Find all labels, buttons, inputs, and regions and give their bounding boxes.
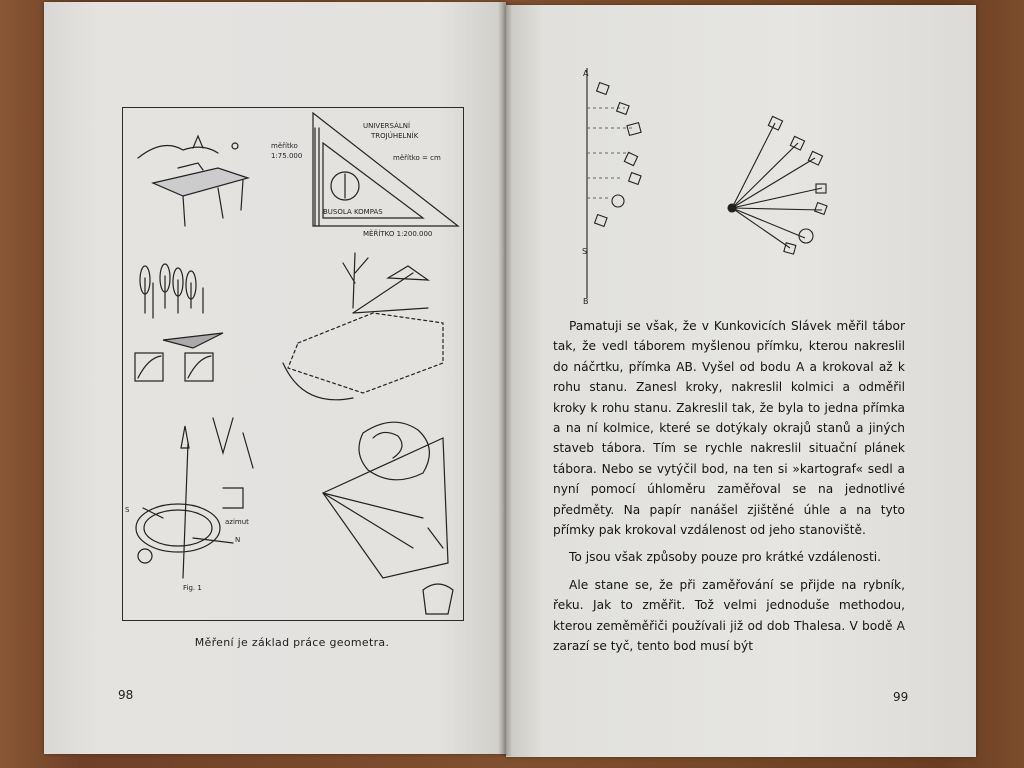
label-azimut: azimut	[225, 518, 249, 526]
figure-caption: Měření je základ práce geometra.	[194, 636, 390, 649]
pond-survey-drawing	[323, 422, 448, 578]
label-triangle: TROJÚHELNÍK	[371, 132, 419, 140]
label-scale-1: 1:75.000	[271, 152, 303, 160]
paragraph-3: Ale stane se, že při zaměřování se přijde na rybník, řeku. Jak to změřit. Tož velmi jednoduše methodou, kterou zeměměřiči používali již od dob Thalesa. V bodě A zarazí se tyč, tento bod musí být	[553, 577, 905, 654]
plane-table-drawing	[138, 136, 248, 226]
page-number-left: 98	[118, 688, 134, 702]
label-south: S	[125, 506, 130, 514]
label-scale: měřítko	[271, 142, 298, 150]
radiating-survey-lines	[728, 116, 827, 254]
label-scale-3: MĚŘÍTKO 1:200.000	[363, 230, 433, 238]
label-north: N	[235, 536, 241, 544]
label-compass-word: BUSOLA KOMPAS	[323, 208, 383, 216]
compass-drawing	[136, 418, 253, 578]
tree-survey-drawing	[283, 253, 443, 400]
paragraph-2: To jsou však způsoby pouze pro krátké vzdálenosti.	[569, 550, 882, 565]
page-number-right: 99	[893, 690, 909, 704]
illustration-drawings	[123, 108, 463, 620]
trees-protractor-drawing	[135, 264, 223, 381]
tent-symbols	[595, 83, 641, 227]
label-fig: Fig. 1	[183, 584, 202, 592]
illustration-frame	[122, 107, 464, 621]
body-text	[553, 316, 905, 664]
label-universal: UNIVERSÁLNÍ	[363, 122, 411, 130]
point-b-label: B	[583, 297, 589, 306]
publisher-emblem	[423, 584, 453, 614]
paragraph-1: Pamatuji se však, že v Kunkovicích Slávek měřil tábor tak, že vedl táborem myšlenou přímku, kterou nakreslil do náčrtku, přímka AB. Vyšel od bodu A a krokoval až k rohu stanu. Zanesl kroky, nakreslil kolmici a odměřil kroky k rohu stanu. Zakreslil tak, že byla to jedna přímka a na ní kolmice, které se dotýkaly okrajů stanů a jiných staveb tábora. Tím se rychle nakreslil situační plánek tábora. Nebo se vytýčil bod, na ten si »kartograf« sedl a nyní pomocí úhloměru zaměřoval se na jednotlivé předměty. Na papír nanášel zjištěné úhle a na tyto přímky pak krokoval vzdálenost od jeho stanoviště.	[553, 319, 905, 538]
offset-lines	[587, 108, 632, 198]
point-a-label: A	[583, 69, 589, 78]
point-s-label: S	[582, 247, 588, 256]
book-gutter	[498, 2, 512, 756]
label-scale-2: měřítko = cm	[393, 154, 441, 162]
camp-survey-sketch	[560, 58, 890, 308]
